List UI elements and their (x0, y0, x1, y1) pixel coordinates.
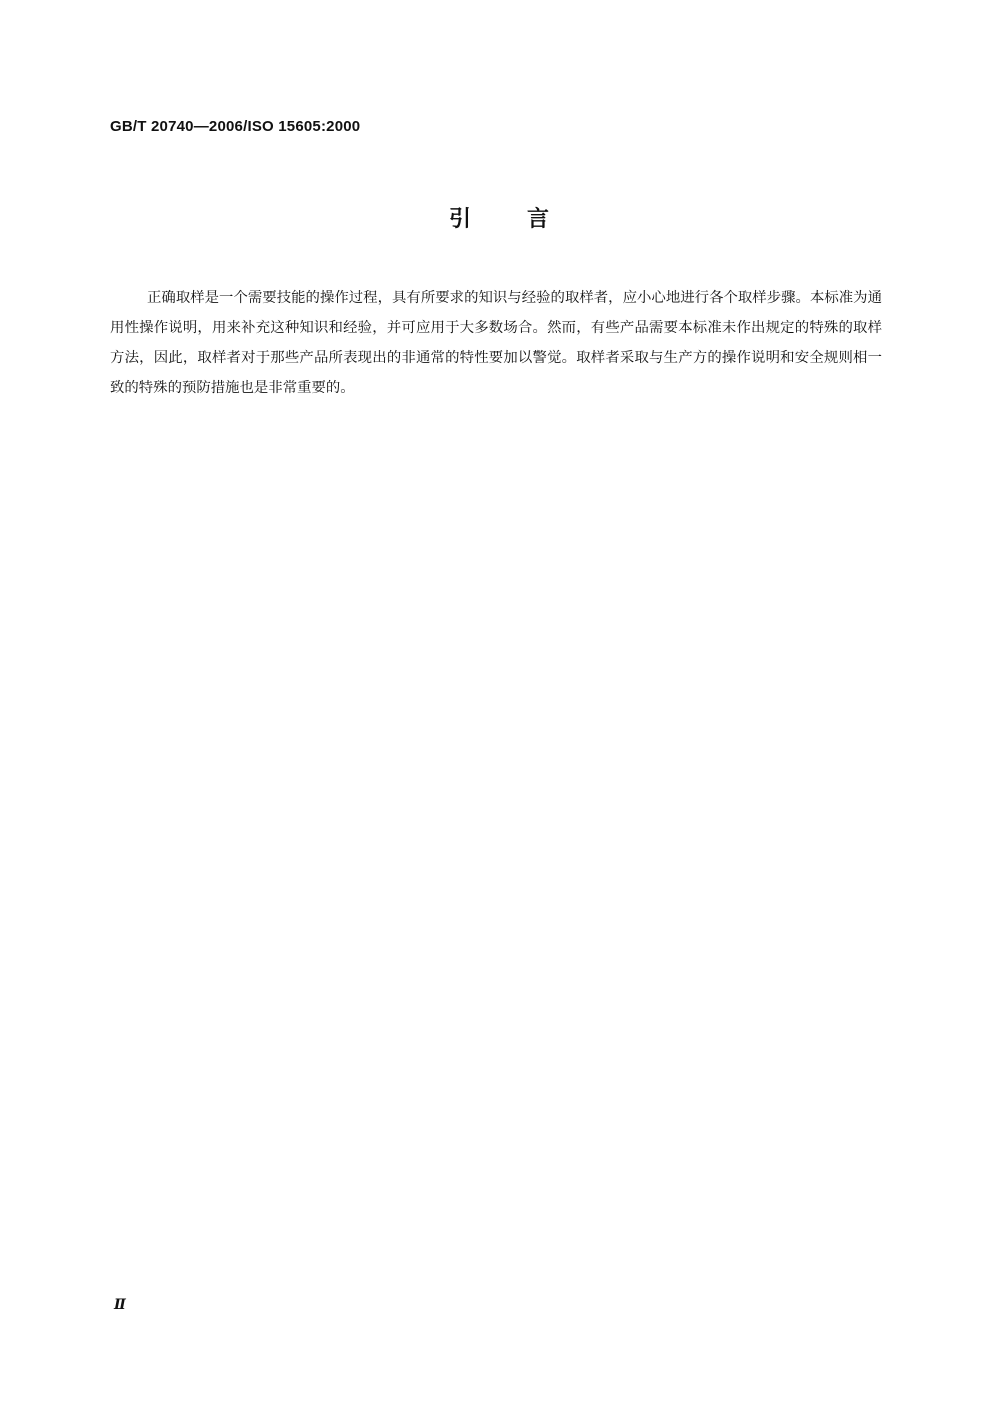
page-title: 引言 (448, 207, 605, 232)
page-number: Ⅱ (114, 1297, 126, 1313)
introduction-paragraph: 正确取样是一个需要技能的操作过程，具有所要求的知识与经验的取样者，应小心地进行各个取样步骤。本标准为通用性操作说明，用来补充这种知识和经验，并可应用于大多数场合。然而，有些产品需要本标准未作出规定的特殊的取样方法，因此，取样者对于那些产品所表现出的非通常的特性要加以警觉。取样者采取与生产方的操作说明和安全规则相一致的特殊的预防措施也是非常重要的。 (110, 290, 882, 396)
standard-number-header: GB/T 20740—2006/ISO 15605:2000 (110, 118, 361, 135)
